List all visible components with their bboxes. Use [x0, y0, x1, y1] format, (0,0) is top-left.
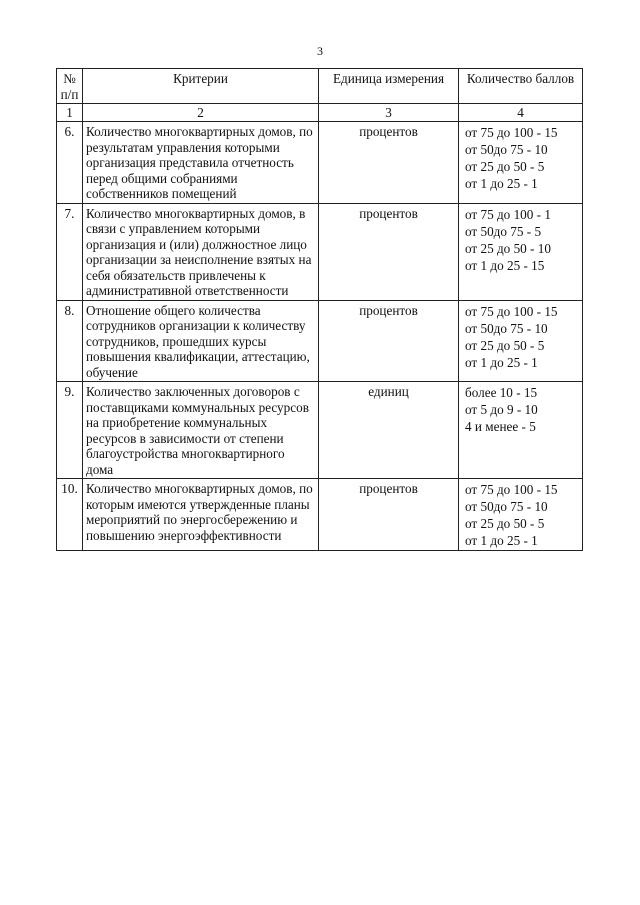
score-line: от 1 до 25 - 1 — [465, 176, 538, 191]
row-criteria: Количество многоквартирных домов, в связи с управлением которыми организация и (или) должностное лицо организации за неисполнение взятых на себя обязательств привлечены к административной ответственности — [83, 203, 319, 300]
column-index: 2 — [83, 104, 319, 122]
score-line: от 50до 75 - 10 — [465, 499, 548, 514]
header-num: № п/п — [57, 69, 83, 104]
table-row — [57, 382, 583, 479]
header-unit: Единица измерения — [319, 69, 459, 104]
table-row — [57, 122, 583, 204]
score-line: от 50до 75 - 10 — [465, 320, 548, 336]
row-scores — [459, 382, 583, 479]
score-line: от 5 до 9 - 10 — [465, 402, 538, 417]
column-index-row — [57, 104, 583, 122]
row-scores — [459, 300, 583, 382]
row-number: 10. — [57, 479, 83, 551]
column-index: 4 — [459, 104, 583, 122]
row-criteria: Количество многоквартирных домов, по которым имеются утвержденные планы мероприятий по энергосбережению и повышению энергоэффективности — [83, 479, 319, 551]
column-index: 1 — [57, 104, 83, 122]
row-criteria: Количество многоквартирных домов, по результатам управления которыми организация представила отчетность перед общими собраниями собственников помещений — [83, 122, 319, 204]
score-line: 4 и менее - 5 — [465, 419, 536, 434]
row-number: 9. — [57, 382, 83, 479]
score-line: от 75 до 100 - 15 — [465, 303, 558, 319]
row-scores — [459, 203, 583, 300]
row-number: 6. — [57, 122, 83, 204]
row-criteria: Отношение общего количества сотрудников организации к количеству сотрудников, прошедших курсы повышения квалификации, аттестацию, обучение — [83, 300, 319, 382]
score-line: от 75 до 100 - 15 — [465, 482, 558, 497]
header-criteria: Критерии — [83, 69, 319, 104]
table-row — [57, 479, 583, 551]
score-line: от 75 до 100 - 1 — [465, 206, 551, 222]
score-line: более 10 - 15 — [465, 385, 538, 400]
score-line: от 25 до 50 - 5 — [465, 337, 545, 353]
row-unit: процентов — [319, 300, 459, 382]
table-row — [57, 300, 583, 382]
criteria-table — [56, 68, 583, 551]
page-number: 3 — [317, 44, 323, 58]
row-scores — [459, 479, 583, 551]
row-unit: процентов — [319, 122, 459, 204]
score-line: от 25 до 50 - 5 — [465, 516, 545, 531]
row-number: 7. — [57, 203, 83, 300]
table-row — [57, 203, 583, 300]
score-line: от 25 до 50 - 10 — [465, 240, 551, 256]
score-line: от 75 до 100 - 15 — [465, 125, 558, 140]
header-score: Количество баллов — [459, 69, 583, 104]
score-line: от 1 до 25 - 1 — [465, 533, 538, 548]
row-criteria: Количество заключенных договоров с поставщиками коммунальных ресурсов на приобретение коммунальных ресурсов в зависимости от степени благоустройства многоквартирного дома — [83, 382, 319, 479]
score-line: от 1 до 25 - 15 — [465, 257, 545, 273]
row-unit: процентов — [319, 203, 459, 300]
row-unit: процентов — [319, 479, 459, 551]
score-line: от 50до 75 - 10 — [465, 142, 548, 157]
row-unit: единиц — [319, 382, 459, 479]
row-number: 8. — [57, 300, 83, 382]
column-index: 3 — [319, 104, 459, 122]
score-line: от 50до 75 - 5 — [465, 223, 542, 239]
row-scores — [459, 122, 583, 204]
score-line: от 25 до 50 - 5 — [465, 159, 545, 174]
table-header-row — [57, 69, 583, 104]
score-line: от 1 до 25 - 1 — [465, 354, 538, 370]
